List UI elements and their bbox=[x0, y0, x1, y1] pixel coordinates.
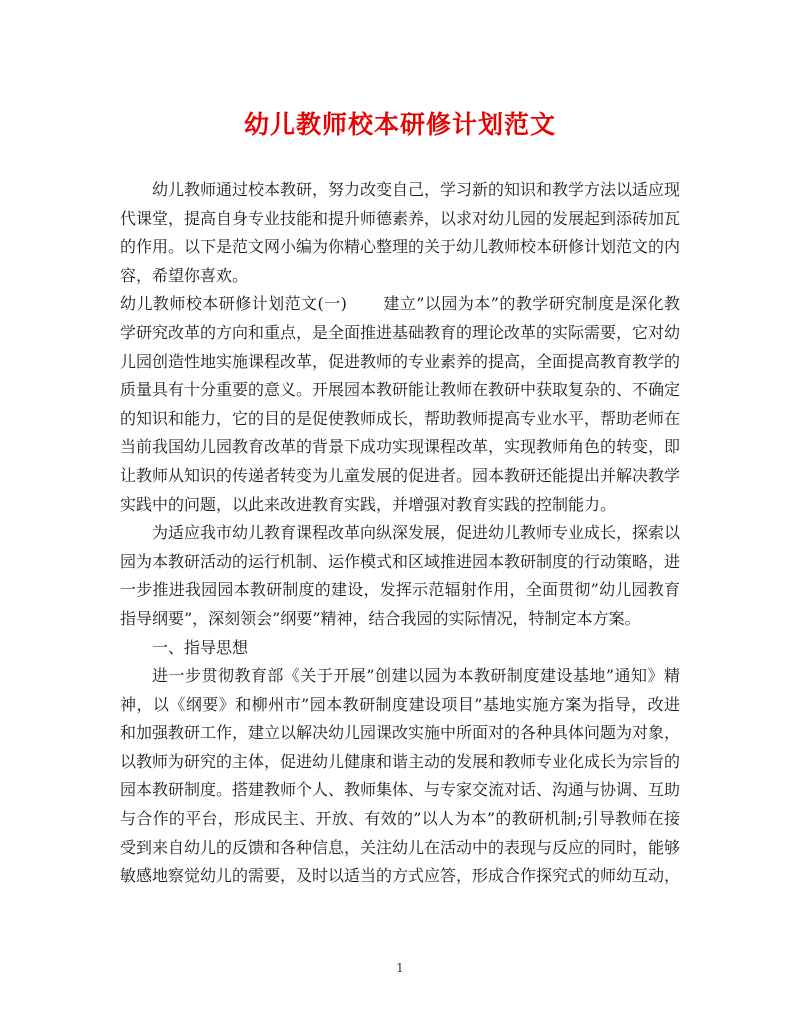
guiding-paragraph: 进一步贯彻教育部《关于开展”创建以园为本教研制度建设基地”通知》精神，以《纲要》和柳州市”园本教研制度建设项目”基地实施方案为指导，改进和加强教研工作，建立以解决幼儿园课改实施中所面对的各种具体问题为对象，以教师为研究的主体，促进幼儿健康和谐主动的发展和教师专业化成长为宗旨的园本教研制度。搭建教师个人、教师集体、与专家交流对话、沟通与协调、互助与合作的平台，形成民主、开放、有效的”以人为本”的教研机制;引导教师在接受到来自幼儿的反馈和各种信息，关注幼儿在活动中的表现与反应的同时，能够敏感地察觉幼儿的需要，及时以适当的方式应答，形成合作探究式的师幼互动， bbox=[120, 666, 681, 886]
section-label: 幼儿教师校本研修计划范文(一) bbox=[120, 294, 347, 314]
document-body bbox=[120, 176, 680, 891]
section-heading: 一、指导思想 bbox=[152, 637, 249, 657]
page-number: 1 bbox=[396, 961, 404, 975]
section-paragraph bbox=[120, 290, 680, 519]
section-text: 建立”以园为本”的教学研究制度是深化教学研究改革的方向和重点，是全面推进基础教育的理论改革的实际需要，它对幼儿园创造性地实施课程改革，促进教师的专业素养的提高，全面提高教育教学的质量具有十分重要的意义。开展园本教研能让教师在教研中获取复杂的、不确定的知识和能力，它的目的是促使教师成长，帮助教师提高专业水平，帮助老师在当前我国幼儿园教育改革的背景下成功实现课程改革，实现教师角色的转变，即让教师从知识的传递者转变为儿童发展的促进者。园本教研还能提出并解决教学实践中的问题，以此来改进教育实践，并增强对教育实践的控制能力。 bbox=[120, 294, 681, 514]
page-title: 幼儿教师校本研修计划范文 bbox=[243, 110, 556, 139]
intro-paragraph: 幼儿教师通过校本教研，努力改变自己，学习新的知识和教学方法以适应现代课堂，提高自身专业技能和提升师德素养，以求对幼儿园的发展起到添砖加瓦的作用。以下是范文网小编为你精心整理的关于幼儿教师校本研修计划范文的内容，希望你喜欢。 bbox=[120, 180, 681, 285]
purpose-paragraph: 为适应我市幼儿教育课程改革向纵深发展，促进幼儿教师专业成长，探索以园为本教研活动的运行机制、运作模式和区域推进园本教研制度的行动策略，进一步推进我园园本教研制度的建设，发挥示范辐射作用，全面贯彻”幼儿园教育指导纲要”，深刻领会”纲要”精神，结合我园的实际情况，特制定本方案。 bbox=[120, 523, 681, 628]
